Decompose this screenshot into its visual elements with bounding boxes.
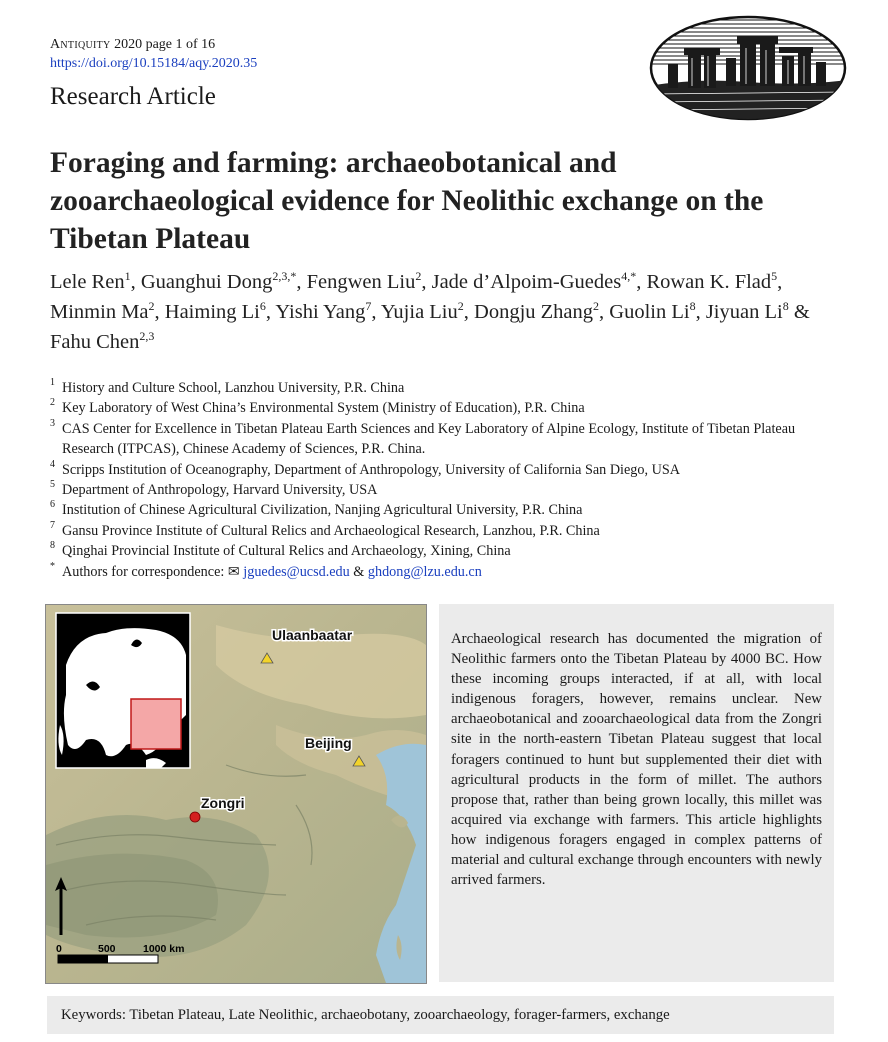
- affiliation-item: [50, 480, 840, 500]
- author-separator: ,: [636, 271, 647, 293]
- author-affiliation-mark: 2: [148, 299, 155, 314]
- author-name: Haiming Li: [164, 301, 260, 323]
- author-name: Guanghui Dong: [140, 271, 273, 293]
- email-joiner: &: [353, 563, 365, 580]
- affiliation-text: Key Laboratory of West China’s Environmental System (Ministry of Education), P.R. China: [62, 400, 585, 417]
- ulaanbaatar-label: Ulaanbaatar: [272, 627, 353, 643]
- affiliation-mark: 2: [50, 397, 55, 409]
- affiliation-item: [50, 460, 840, 480]
- stonehenge-logo: [648, 14, 848, 122]
- email-link-dong[interactable]: ghdong@lzu.edu.cn: [367, 563, 482, 580]
- affiliation-item: [50, 500, 840, 520]
- author-affiliation-mark: 6: [259, 299, 266, 314]
- affiliation-text: Gansu Province Institute of Cultural Relics and Archaeological Research, Lanzhou, P.R. China: [62, 522, 600, 539]
- keywords-text: Keywords: Tibetan Plateau, Late Neolithic, archaeobotany, zooarchaeology, forager-farmers, exchange: [61, 1007, 670, 1023]
- author-name: Minmin Ma: [50, 301, 149, 323]
- affiliation-text: Institution of Chinese Agricultural Civilization, Nanjing Agricultural University, P.R. China: [62, 502, 583, 519]
- affiliation-text: History and Culture School, Lanzhou University, P.R. China: [62, 380, 405, 396]
- author-name: Fengwen Liu: [306, 271, 416, 293]
- journal-line: [50, 37, 215, 53]
- author-separator: ,: [599, 301, 610, 323]
- abstract-text: Archaeological research has documented the migration of Neolithic farmers onto the Tibetan Plateau by 4000 BC. How these incoming groups interacted, if at all, with local indigenous foragers, however, remains unclear. New archaeobotanical and zooarchaeological data from the Zongri site in the north-eastern Tibetan Plateau suggest that local foragers continued to hunt but supplemented their diet with agricultural products in the form of millet. The authors propose that, rather than being grown locally, this millet was acquired via exchange with farmers. This article highlights how indigenous foragers engaged in complex patterns of material and cultural exchange through encounters with newly arrived farmers.: [451, 631, 822, 889]
- author-affiliation-mark: 2: [457, 299, 464, 314]
- author-separator: ,: [371, 301, 381, 323]
- affiliation-mark: 5: [50, 479, 55, 491]
- doi-link[interactable]: https://doi.org/10.15184/aqy.2020.35: [50, 56, 258, 71]
- author-name: Yujia Liu: [380, 301, 458, 323]
- affiliation-item: [50, 398, 840, 418]
- article-title: Foraging and farming: archaeobotanical and zooarchaeological evidence for Neolithic exchange on the Tibetan Plateau: [50, 147, 764, 255]
- affiliation-mark: 8: [50, 540, 55, 552]
- email-link-guedes[interactable]: jguedes@ucsd.edu: [243, 563, 350, 580]
- affiliation-mark: 7: [50, 519, 55, 531]
- zongri-label: Zongri: [201, 795, 245, 811]
- author-list: [50, 267, 850, 357]
- journal-name: Antiquity: [50, 37, 111, 52]
- affiliation-item: [50, 541, 840, 561]
- author-separator: ,: [421, 271, 432, 293]
- author-separator: ,: [695, 301, 706, 323]
- article-type: Research Article: [50, 83, 216, 110]
- affiliation-text: CAS Center for Excellence in Tibetan Plateau Earth Sciences and Key Laboratory of Alpine Ecology, Institute of Tibetan Plateau Research (ITPCAS), Chinese Academy of Sciences, P.R. China.: [62, 420, 796, 458]
- author-separator: ,: [463, 301, 475, 323]
- author-separator: ,: [130, 271, 141, 293]
- author-name: Rowan K. Flad: [646, 271, 772, 293]
- author-separator: ,: [777, 271, 783, 293]
- affiliation-list: [50, 378, 840, 582]
- author-separator: ,: [154, 301, 165, 323]
- envelope-icon: ✉: [227, 563, 240, 580]
- author-name: Guolin Li: [609, 301, 690, 323]
- affiliation-text: Department of Anthropology, Harvard University, USA: [62, 482, 378, 499]
- correspondence-line: [50, 562, 840, 582]
- correspondence-label: Authors for correspondence:: [62, 563, 225, 580]
- author-name: Jiyuan Li: [705, 301, 783, 323]
- affiliation-text: Scripps Institution of Oceanography, Department of Anthropology, University of California San Diego, USA: [62, 461, 680, 478]
- map-canvas: [46, 605, 426, 983]
- affiliation-mark: 3: [50, 417, 55, 429]
- author-name: Fahu Chen: [50, 331, 140, 353]
- author-separator: &: [788, 301, 810, 323]
- scale-tick-1000: 1000 km: [143, 943, 185, 955]
- author-separator: ,: [296, 271, 307, 293]
- affiliation-item: [50, 378, 840, 398]
- author-name: Dongju Zhang: [474, 301, 594, 323]
- author-name: Lele Ren: [50, 271, 125, 293]
- author-affiliation-mark: 8: [782, 299, 789, 314]
- author-affiliation-mark: 2: [415, 269, 422, 284]
- author-name: Jade d’Alpoim-Guedes: [431, 271, 622, 293]
- scale-tick-0: 0: [56, 943, 62, 955]
- author-affiliation-mark: 5: [771, 269, 778, 284]
- author-affiliation-mark: 2,3: [139, 329, 155, 344]
- author-affiliation-mark: 1: [124, 269, 131, 284]
- affiliation-text: Qinghai Provincial Institute of Cultural Relics and Archaeology, Xining, China: [62, 543, 511, 560]
- journal-page: 2020 page 1 of 16: [114, 37, 216, 52]
- correspondence-mark: *: [50, 560, 55, 572]
- author-affiliation-mark: 7: [365, 299, 372, 314]
- affiliation-item: [50, 521, 840, 541]
- location-map: [45, 604, 427, 984]
- affiliation-item: [50, 419, 840, 460]
- author-affiliation-mark: 2,3,*: [272, 269, 297, 284]
- author-name: Yishi Yang: [275, 301, 366, 323]
- zongri-marker: [190, 812, 200, 822]
- affiliation-mark: 4: [50, 458, 55, 470]
- author-affiliation-mark: 4,*: [621, 269, 637, 284]
- author-affiliation-mark: 2: [593, 299, 600, 314]
- inset-overview-map: [56, 613, 190, 768]
- beijing-label: Beijing: [305, 735, 352, 751]
- affiliation-mark: 1: [50, 377, 55, 388]
- scale-tick-500: 500: [98, 943, 116, 955]
- affiliation-mark: 6: [50, 499, 55, 511]
- author-separator: ,: [265, 301, 276, 323]
- author-affiliation-mark: 8: [689, 299, 696, 314]
